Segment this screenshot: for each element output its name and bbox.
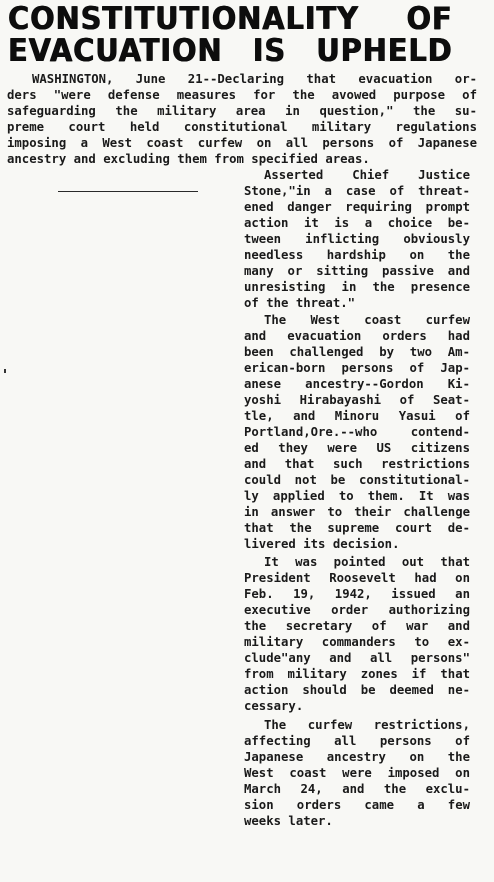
article-line: needless hardship on the	[244, 248, 470, 262]
article-line: the secretary of war and	[244, 619, 470, 633]
article-line: President Roosevelt had on	[244, 571, 470, 585]
article-line: tween inflicting obviously	[244, 232, 470, 246]
article-line: Stone,"in a case of threat-	[244, 184, 470, 198]
article-line: imposing a West coast curfew on all persons of Japanese	[7, 136, 477, 150]
article-line: unresisting in the presence	[244, 280, 470, 294]
article-line: ened danger requiring prompt	[244, 200, 470, 214]
article-line: March 24, and the exclu-	[244, 782, 470, 796]
article-line: anese ancestry--Gordon Ki-	[244, 377, 470, 391]
print-speck	[4, 369, 6, 373]
article-line: sion orders came a few	[244, 798, 470, 812]
article-line: livered its decision.	[244, 537, 400, 551]
article-line: action it is a choice be-	[244, 216, 470, 230]
article-line: Portland,Ore.--who contend-	[244, 425, 470, 439]
article-line: ders "were defense measures for the avowed purpose of	[7, 88, 477, 102]
article-line: cessary.	[244, 699, 304, 713]
headline-line-2: EVACUATION IS UPHELD	[8, 33, 453, 69]
article-line: been challenged by two Am-	[244, 345, 470, 359]
article-line: erican-born persons of Jap-	[244, 361, 470, 375]
article-line: and evacuation orders had	[244, 329, 470, 343]
article-line: Asserted Chief Justice	[264, 168, 470, 182]
article-line: ly applied to them. It was	[244, 489, 470, 503]
article-line: yoshi Hirabayashi of Seat-	[244, 393, 470, 407]
article-line: executive order authorizing	[244, 603, 470, 617]
article-line: from military zones if that	[244, 667, 470, 681]
headline-line-1: CONSTITUTIONALITY OF	[8, 1, 453, 37]
article-line: many or sitting passive and	[244, 264, 470, 278]
article-line: clude"any and all persons"	[244, 651, 470, 665]
article-line: weeks later.	[244, 814, 333, 828]
article-line: could not be constitutional-	[244, 473, 470, 487]
article-line: safeguarding the military area in question," the su-	[7, 104, 477, 118]
article-line: ancestry and excluding them from specified areas.	[7, 152, 370, 166]
article-line: in answer to their challenge	[244, 505, 470, 519]
article-line: preme court held constitutional military regulations	[7, 120, 477, 134]
article-line: West coast were imposed on	[244, 766, 470, 780]
article-line: The West coast curfew	[264, 313, 470, 327]
article-line: of the threat."	[244, 296, 356, 310]
article-line: ed they were US citizens	[244, 441, 470, 455]
article-line: Feb. 19, 1942, issued an	[244, 587, 470, 601]
article-line: WASHINGTON, June 21--Declaring that evacuation or-	[32, 72, 477, 86]
article-line: military commanders to ex-	[244, 635, 470, 649]
article-line: The curfew restrictions,	[264, 718, 470, 732]
article-line: action should be deemed ne-	[244, 683, 470, 697]
article-line: tle, and Minoru Yasui of	[244, 409, 470, 423]
article-line: and that such restrictions	[244, 457, 470, 471]
column-divider-rule	[58, 191, 198, 192]
article-line: Japanese ancestry on the	[244, 750, 470, 764]
article-line: affecting all persons of	[244, 734, 470, 748]
article-line: that the supreme court de-	[244, 521, 470, 535]
article-line: It was pointed out that	[264, 555, 470, 569]
